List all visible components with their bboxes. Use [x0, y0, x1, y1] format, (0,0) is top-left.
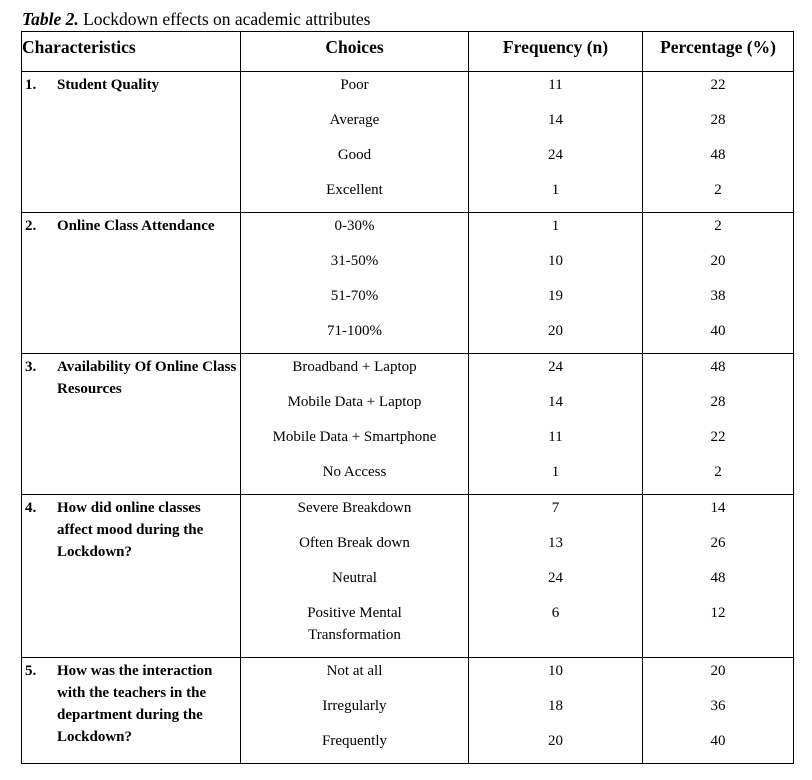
frequency-text: 11 — [548, 77, 563, 93]
characteristic-title: How was the interaction with the teachers in the department during the Lockdown? — [57, 663, 213, 745]
frequency-value — [469, 318, 642, 353]
frequency-value — [469, 72, 642, 107]
characteristic-title: Online Class Attendance — [57, 218, 215, 234]
frequency-cell — [469, 213, 643, 354]
frequency-list — [469, 495, 642, 657]
frequency-text: 20 — [548, 323, 563, 339]
percentage-text: 20 — [710, 663, 726, 679]
choice-list — [241, 495, 468, 657]
choice-cell — [241, 72, 469, 213]
characteristic-cell — [22, 354, 241, 495]
percentage-value — [643, 318, 793, 353]
percentage-value — [643, 459, 793, 494]
choice-value — [241, 600, 468, 657]
choice-text: Average — [329, 112, 380, 128]
frequency-text: 10 — [548, 663, 563, 679]
frequency-value — [469, 213, 642, 248]
characteristic-title: How did online classes affect mood during the Lockdown? — [57, 500, 204, 560]
choice-value — [241, 248, 468, 283]
characteristic-title: Student Quality — [57, 77, 160, 93]
characteristic-title: Availability Of Online Class Resources — [57, 359, 237, 397]
frequency-value — [469, 389, 642, 424]
percentage-text: 12 — [710, 605, 726, 621]
percentage-text: 28 — [710, 112, 726, 128]
header-row — [22, 32, 794, 72]
percentage-text: 40 — [710, 733, 726, 749]
characteristic-number: 4. — [25, 500, 37, 516]
percentage-value — [643, 389, 793, 424]
choice-value — [241, 177, 468, 212]
frequency-value — [469, 530, 642, 565]
frequency-text: 19 — [548, 288, 563, 304]
choice-text: 31-50% — [330, 253, 379, 269]
percentage-value — [643, 530, 793, 565]
header-choices: Choices — [241, 32, 469, 72]
choice-text: Frequently — [322, 733, 387, 749]
percentage-text: 48 — [710, 147, 726, 163]
choice-cell — [241, 354, 469, 495]
choice-value — [241, 283, 468, 318]
choice-text: No Access — [322, 464, 387, 480]
choice-value — [241, 728, 468, 763]
choice-list — [241, 72, 468, 212]
frequency-text: 10 — [548, 253, 563, 269]
percentage-text: 22 — [710, 429, 726, 445]
frequency-text: 24 — [548, 147, 563, 163]
frequency-cell — [469, 658, 643, 764]
characteristic-cell — [22, 72, 241, 213]
percentage-value — [643, 658, 793, 693]
frequency-text: 18 — [548, 698, 563, 714]
table-row — [22, 213, 794, 354]
frequency-list — [469, 354, 642, 494]
table-caption — [22, 8, 370, 30]
frequency-text: 6 — [551, 605, 560, 621]
frequency-text: 7 — [551, 500, 560, 516]
percentage-value — [643, 728, 793, 763]
percentage-value — [643, 565, 793, 600]
percentage-text: 38 — [710, 288, 726, 304]
frequency-value — [469, 177, 642, 212]
choice-text: Neutral — [332, 570, 377, 586]
choice-list — [241, 658, 468, 763]
choice-text: Mobile Data + Laptop — [287, 394, 422, 410]
caption-label: Table 2. — [22, 9, 79, 29]
percentage-text: 28 — [710, 394, 726, 410]
percentage-value — [643, 142, 793, 177]
choice-value — [241, 693, 468, 728]
choice-text: 51-70% — [330, 288, 379, 304]
choice-list — [241, 354, 468, 494]
choice-value — [241, 72, 468, 107]
percentage-text: 2 — [714, 182, 722, 198]
table-row — [22, 72, 794, 213]
frequency-list — [469, 658, 642, 763]
frequency-value — [469, 693, 642, 728]
frequency-list — [469, 72, 642, 212]
choice-text: Excellent — [326, 182, 383, 198]
choice-text: Broadband + Laptop — [292, 359, 417, 375]
choice-value — [241, 107, 468, 142]
percentage-cell — [643, 495, 794, 658]
header-percentage: Percentage (%) — [643, 32, 794, 72]
choice-text: Positive Mental Transformation — [307, 605, 402, 643]
choice-text: 71-100% — [327, 323, 382, 339]
table-row — [22, 658, 794, 764]
percentage-list — [643, 658, 793, 763]
frequency-text: 11 — [548, 429, 563, 445]
choice-text: Mobile Data + Smartphone — [272, 429, 437, 445]
choice-value — [241, 354, 468, 389]
frequency-text: 1 — [551, 218, 560, 234]
choice-value — [241, 318, 468, 353]
percentage-text: 22 — [710, 77, 726, 93]
choice-text: 0-30% — [334, 218, 375, 234]
frequency-value — [469, 248, 642, 283]
percentage-cell — [643, 213, 794, 354]
choice-value — [241, 495, 468, 530]
frequency-value — [469, 728, 642, 763]
frequency-value — [469, 459, 642, 494]
frequency-cell — [469, 72, 643, 213]
percentage-text: 2 — [714, 464, 722, 480]
percentage-value — [643, 213, 793, 248]
characteristic-cell — [22, 495, 241, 658]
percentage-text: 36 — [710, 698, 726, 714]
frequency-value — [469, 600, 642, 657]
academic-attributes-table — [21, 31, 794, 764]
percentage-list — [643, 354, 793, 494]
choice-text: Severe Breakdown — [297, 500, 412, 516]
frequency-text: 14 — [548, 394, 563, 410]
choice-value — [241, 142, 468, 177]
percentage-text: 48 — [710, 359, 726, 375]
choice-text: Poor — [340, 77, 369, 93]
percentage-text: 14 — [710, 500, 726, 516]
percentage-value — [643, 107, 793, 142]
percentage-value — [643, 72, 793, 107]
choice-cell — [241, 495, 469, 658]
frequency-value — [469, 142, 642, 177]
frequency-text: 20 — [548, 733, 563, 749]
choice-value — [241, 565, 468, 600]
frequency-value — [469, 565, 642, 600]
percentage-value — [643, 283, 793, 318]
frequency-value — [469, 283, 642, 318]
choice-value — [241, 213, 468, 248]
frequency-text: 1 — [551, 182, 560, 198]
choice-value — [241, 530, 468, 565]
percentage-list — [643, 72, 793, 212]
choice-value — [241, 658, 468, 693]
percentage-value — [643, 600, 793, 657]
frequency-value — [469, 424, 642, 459]
percentage-cell — [643, 354, 794, 495]
percentage-value — [643, 424, 793, 459]
choice-cell — [241, 658, 469, 764]
frequency-text: 1 — [551, 464, 560, 480]
choice-text: Not at all — [326, 663, 383, 679]
choice-text: Irregularly — [322, 698, 387, 714]
frequency-cell — [469, 495, 643, 658]
characteristic-number: 1. — [25, 77, 37, 93]
percentage-text: 20 — [710, 253, 726, 269]
frequency-value — [469, 354, 642, 389]
frequency-value — [469, 658, 642, 693]
header-frequency: Frequency (n) — [469, 32, 643, 72]
choice-list — [241, 213, 468, 353]
choice-value — [241, 424, 468, 459]
frequency-text: 24 — [548, 359, 563, 375]
percentage-cell — [643, 72, 794, 213]
percentage-value — [643, 248, 793, 283]
percentage-value — [643, 177, 793, 212]
table-row — [22, 495, 794, 658]
percentage-value — [643, 354, 793, 389]
frequency-value — [469, 107, 642, 142]
choice-value — [241, 389, 468, 424]
characteristic-cell — [22, 213, 241, 354]
frequency-list — [469, 213, 642, 353]
choice-text: Good — [337, 147, 372, 163]
percentage-text: 2 — [714, 218, 722, 234]
percentage-list — [643, 495, 793, 657]
frequency-text: 14 — [548, 112, 563, 128]
frequency-cell — [469, 354, 643, 495]
choice-value — [241, 459, 468, 494]
percentage-text: 48 — [710, 570, 726, 586]
frequency-text: 24 — [548, 570, 563, 586]
table-row — [22, 354, 794, 495]
percentage-cell — [643, 658, 794, 764]
characteristic-number: 2. — [25, 218, 37, 234]
characteristic-cell — [22, 658, 241, 764]
table-body — [22, 72, 794, 764]
percentage-list — [643, 213, 793, 353]
characteristic-number: 3. — [25, 359, 37, 375]
caption-text: Lockdown effects on academic attributes — [78, 9, 371, 29]
characteristic-number: 5. — [25, 663, 37, 679]
percentage-value — [643, 495, 793, 530]
frequency-value — [469, 495, 642, 530]
header-characteristics: Characteristics — [22, 32, 241, 72]
percentage-value — [643, 693, 793, 728]
percentage-text: 40 — [710, 323, 726, 339]
choice-cell — [241, 213, 469, 354]
percentage-text: 26 — [710, 535, 726, 551]
frequency-text: 13 — [548, 535, 563, 551]
choice-text: Often Break down — [299, 535, 410, 551]
